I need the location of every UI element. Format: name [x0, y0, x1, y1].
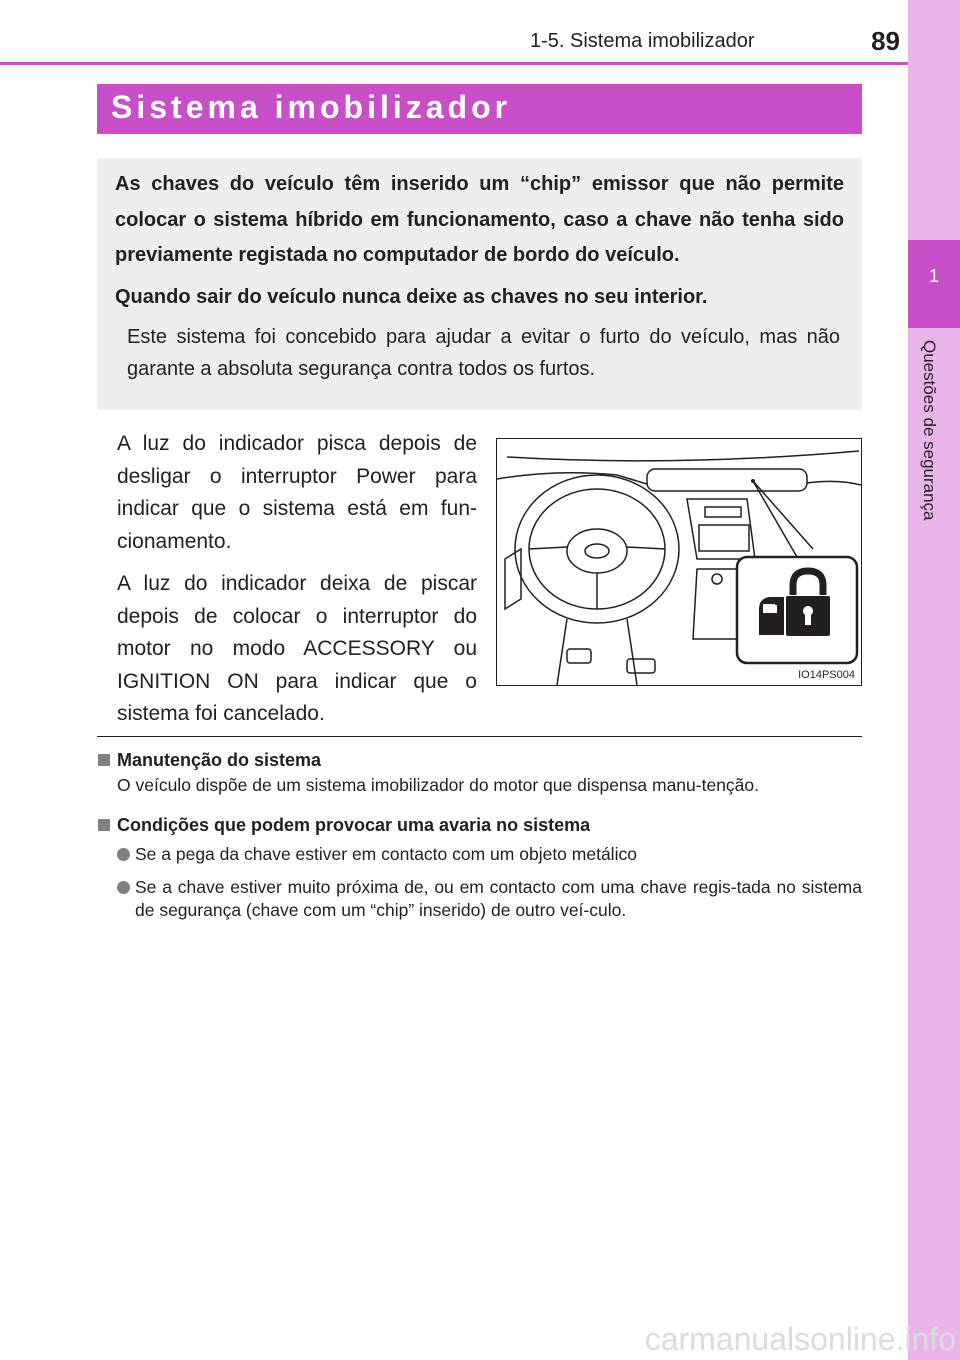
body-paragraph: A luz do indicador deixa de piscar depois de colocar o interruptor do motor no modo ACCESSORY ou IGNITION ON para indicar que o sistema foi cancelado. — [117, 572, 477, 725]
intro-paragraph: As chaves do veículo têm inserido um “chip” emissor que não permite colocar o sistema híbrido em funcionamento, caso a chave não tenha sido previamente registada no computador de bordo do veículo. — [115, 173, 844, 266]
note-heading-text: Condições que podem provocar uma avaria no sistema — [117, 815, 591, 835]
square-bullet-icon — [98, 754, 110, 766]
chapter-side-tab — [908, 0, 960, 1360]
dashboard-drawing — [497, 439, 861, 685]
notes-section — [97, 746, 862, 932]
intro-box — [97, 158, 862, 410]
header-section-title: 1-5. Sistema imobilizador — [530, 30, 755, 52]
list-item-text: Se a chave estiver muito próxima de, ou em contacto com uma chave regis-tada no sistema de segurança (chave com um “chip” inserido) de outro veí-culo. — [135, 877, 862, 920]
intro-warning: Quando sair do veículo nunca deixe as chaves no seu interior. — [115, 285, 708, 308]
round-bullet-icon — [117, 881, 130, 894]
dashboard-illustration — [496, 438, 862, 686]
header-rule — [0, 62, 908, 65]
note-heading — [97, 811, 862, 839]
note-text: O veículo dispõe de um sistema imobilizador do motor que dispensa manu-tenção. — [117, 775, 760, 795]
intro-note: Este sistema foi concebido para ajudar a evitar o furto do veículo, mas não garante a absoluta segurança contra todos os furtos. — [127, 326, 840, 380]
round-bullet-icon — [117, 848, 130, 861]
title-bar — [97, 84, 862, 134]
square-bullet-icon — [98, 819, 110, 831]
page-title: Sistema imobilizador — [111, 89, 512, 125]
list-item — [117, 843, 862, 866]
list-item-text: Se a pega da chave estiver em contacto com um objeto metálico — [135, 844, 637, 864]
note-heading — [97, 746, 862, 774]
section-divider — [97, 736, 862, 737]
watermark: carmanualsonline.info — [644, 1321, 956, 1357]
chapter-number: 1 — [928, 266, 939, 286]
chapter-label: Questões de segurança — [920, 340, 939, 521]
note-heading-text: Manutenção do sistema — [117, 750, 322, 770]
figure-code: IO14PS004 — [798, 669, 855, 681]
body-text — [117, 428, 477, 741]
body-paragraph: A luz do indicador pisca depois de desligar o interruptor Power para indicar que o sistema está em fun-cionamento. — [117, 432, 477, 553]
page-number: 89 — [871, 26, 900, 56]
list-item — [117, 876, 862, 922]
